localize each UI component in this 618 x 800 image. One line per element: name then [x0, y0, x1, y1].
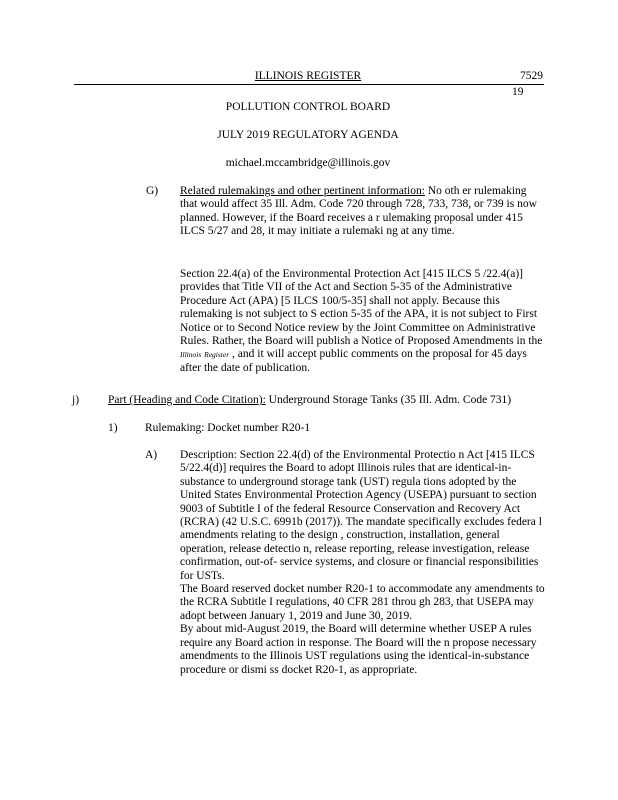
section-g-paragraph-2 — [180, 268, 544, 375]
item-a-paragraph-2: The Board reserved docket number R20-1 to accommodate any amendments to the RCRA Subtitle I regulations, 40 CFR 281 throu gh 283, that USEPA may adopt between January 1, 2019 and June 30, 2019. — [180, 583, 545, 622]
section-g-paragraph-1 — [180, 185, 544, 239]
section-g-text-2b: , and it will accept public comments on the proposal for 45 days after the date of publication. — [180, 348, 527, 374]
item-1-text: Rulemaking: Docket number R20-1 — [145, 422, 311, 434]
issue-number: 19 — [512, 86, 524, 98]
section-g-text-2a: Section 22.4(a) of the Environmental Protection Act [415 ILCS 5 /22.4(a)] provides that Title VII of the Act and Section 5-35 of the Administrative Procedure Act (APA) [5 ILCS 100/5-35] shall not apply. Because this rulemaking is not subject to S ection 5-35 of the APA, it is not subject to First Notice or to Second Notice review by the Joint Committee on Administrative Rules. Rather, the Board will publish a Notice of Proposed Amendments in the — [180, 268, 543, 348]
section-j-label: j) — [72, 394, 80, 406]
item-a-paragraph-1: Description: Section 22.4(d) of the Environmental Protectio n Act [415 ILCS 5/22.4(d)] requires the Board to adopt Illinois rules that are identical-in-substance to underground storage tank (UST) regula tions adopted by the United States Environmental Protection Agency (USEPA) pursuant to section 9003 of Subtitle I of the federal Resource Conservation and Recovery Act (RCRA) (42 U.S.C. 6991b (2017)). The mandate specifically excludes federa l amendments relating to the design , construction, installation, general operation, release detectio n, release reporting, release investigation, release confirmation, out-of- service systems, and closure or financial responsibilities for USTs. — [180, 449, 542, 582]
section-g-italic-illinois: Illinois — [180, 350, 202, 360]
volume-number: 7529 — [520, 70, 543, 82]
agenda-title: JULY 2019 REGULATORY AGENDA — [217, 129, 399, 141]
item-1-label: 1) — [108, 422, 118, 434]
section-j-heading: Part (Heading and Code Citation): — [108, 394, 266, 406]
contact-email: michael.mccambridge@illinois.gov — [225, 157, 391, 169]
section-g-italic-register: Register — [204, 350, 230, 360]
section-g-heading: Related rulemakings and other pertinent information: — [180, 185, 425, 197]
agency-name: POLLUTION CONTROL BOARD — [225, 101, 391, 113]
section-j-line — [108, 394, 548, 407]
section-g-label: G) — [146, 185, 159, 197]
register-title: ILLINOIS REGISTER — [254, 70, 362, 82]
header-divider — [74, 84, 544, 85]
section-g-text-1: No oth er rulemaking that would affect 35 Ill. Adm. Code 720 through 728, 733, 738, or 739 is now planned. However, if the Board receives a r ulemaking proposal under 415 ILCS 5/27 and 28, it may initiate a rulemaki ng at any time. — [180, 185, 537, 238]
item-a-label: A) — [145, 449, 158, 461]
section-j-text: Underground Storage Tanks (35 Ill. Adm. Code 731) — [268, 394, 512, 406]
item-a-paragraph-3: By about mid-August 2019, the Board will determine whether USEP A rules require any Board action in response. The Board will the n propose necessary amendments to the Illinois UST regulations using the identical-in-substance procedure or dismi ss docket R20-1, as appropriate. — [180, 623, 537, 676]
item-a-body — [180, 449, 546, 677]
